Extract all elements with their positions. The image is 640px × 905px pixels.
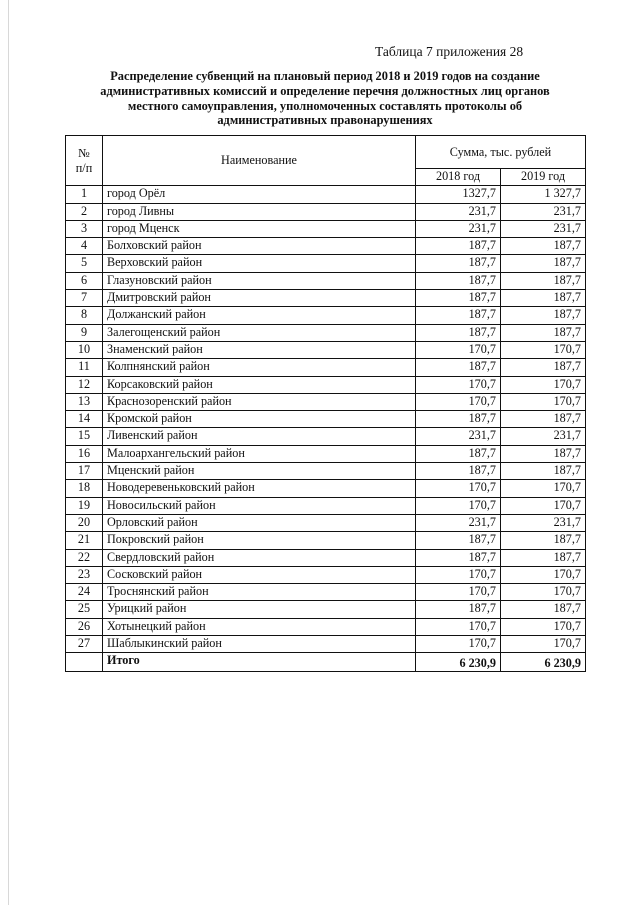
row-name: Покровский район xyxy=(103,532,416,549)
col-header-number-line2: п/п xyxy=(75,160,93,175)
table-row xyxy=(66,324,586,341)
row-number: 19 xyxy=(66,497,103,514)
row-2018: 170,7 xyxy=(416,584,501,601)
col-header-sum: Сумма, тыс. рублей xyxy=(416,136,586,169)
row-2018: 170,7 xyxy=(416,566,501,583)
row-2018: 187,7 xyxy=(416,238,501,255)
row-name: Свердловский район xyxy=(103,549,416,566)
row-name: Краснозоренский район xyxy=(103,393,416,410)
row-2019: 170,7 xyxy=(501,376,586,393)
table-row xyxy=(66,549,586,566)
row-2018: 231,7 xyxy=(416,514,501,531)
table-row xyxy=(66,601,586,618)
total-number-cell xyxy=(66,653,103,672)
table-row xyxy=(66,636,586,653)
row-2019: 231,7 xyxy=(501,220,586,237)
row-name: Новосильский район xyxy=(103,497,416,514)
table-row xyxy=(66,566,586,583)
col-header-2018: 2018 год xyxy=(416,169,501,186)
table-row xyxy=(66,255,586,272)
row-2018: 187,7 xyxy=(416,290,501,307)
row-name: Знаменский район xyxy=(103,341,416,358)
scan-edge-line xyxy=(8,0,9,905)
col-header-number xyxy=(66,136,103,186)
row-number: 17 xyxy=(66,463,103,480)
row-2019: 231,7 xyxy=(501,428,586,445)
row-2018: 187,7 xyxy=(416,359,501,376)
table-row xyxy=(66,445,586,462)
row-2018: 1327,7 xyxy=(416,186,501,203)
table-row xyxy=(66,497,586,514)
table-row xyxy=(66,238,586,255)
row-name: Орловский район xyxy=(103,514,416,531)
row-name: Шаблыкинский район xyxy=(103,636,416,653)
table-row xyxy=(66,376,586,393)
title-line: Распределение субвенций на плановый период 2018 и 2019 годов на создание xyxy=(110,69,540,83)
title-line: местного самоуправления, уполномоченных составлять протоколы об xyxy=(127,98,523,113)
row-number: 10 xyxy=(66,341,103,358)
row-name: Сосковский район xyxy=(103,566,416,583)
row-2018: 170,7 xyxy=(416,341,501,358)
table-row xyxy=(66,480,586,497)
table-body xyxy=(66,186,586,653)
row-number: 11 xyxy=(66,359,103,376)
row-number: 18 xyxy=(66,480,103,497)
row-2019: 170,7 xyxy=(501,497,586,514)
row-2018: 170,7 xyxy=(416,480,501,497)
row-name: город Орёл xyxy=(103,186,416,203)
table-row xyxy=(66,220,586,237)
table-row xyxy=(66,341,586,358)
row-name: Новодеревеньковский район xyxy=(103,480,416,497)
total-2019: 6 230,9 xyxy=(501,653,586,672)
row-2019: 231,7 xyxy=(501,514,586,531)
row-2019: 187,7 xyxy=(501,445,586,462)
row-2018: 187,7 xyxy=(416,307,501,324)
total-row xyxy=(66,653,586,672)
table-row xyxy=(66,186,586,203)
row-number: 14 xyxy=(66,411,103,428)
row-number: 8 xyxy=(66,307,103,324)
col-header-name: Наименование xyxy=(103,136,416,186)
subsidy-table xyxy=(65,135,586,672)
row-number: 5 xyxy=(66,255,103,272)
row-number: 25 xyxy=(66,601,103,618)
table-row xyxy=(66,393,586,410)
table-row xyxy=(66,463,586,480)
row-2018: 170,7 xyxy=(416,376,501,393)
row-2018: 187,7 xyxy=(416,272,501,289)
total-label: Итого xyxy=(103,653,416,672)
row-2018: 187,7 xyxy=(416,255,501,272)
row-name: город Ливны xyxy=(103,203,416,220)
row-2019: 170,7 xyxy=(501,480,586,497)
row-number: 1 xyxy=(66,186,103,203)
table-row xyxy=(66,203,586,220)
row-2019: 187,7 xyxy=(501,238,586,255)
row-name: Малоархангельский район xyxy=(103,445,416,462)
row-2019: 187,7 xyxy=(501,601,586,618)
row-2018: 187,7 xyxy=(416,549,501,566)
table-row xyxy=(66,618,586,635)
row-number: 13 xyxy=(66,393,103,410)
row-number: 26 xyxy=(66,618,103,635)
appendix-label: Таблица 7 приложения 28 xyxy=(375,44,524,59)
row-number: 6 xyxy=(66,272,103,289)
row-2019: 170,7 xyxy=(501,618,586,635)
row-name: Залегощенский район xyxy=(103,324,416,341)
row-2019: 187,7 xyxy=(501,532,586,549)
row-name: Ливенский район xyxy=(103,428,416,445)
table-row xyxy=(66,411,586,428)
row-number: 9 xyxy=(66,324,103,341)
row-2018: 187,7 xyxy=(416,463,501,480)
row-number: 24 xyxy=(66,584,103,601)
row-2019: 187,7 xyxy=(501,272,586,289)
row-2019: 170,7 xyxy=(501,566,586,583)
row-2019: 170,7 xyxy=(501,341,586,358)
row-number: 22 xyxy=(66,549,103,566)
row-2018: 231,7 xyxy=(416,428,501,445)
row-2019: 170,7 xyxy=(501,393,586,410)
row-2019: 1 327,7 xyxy=(501,186,586,203)
row-2019: 187,7 xyxy=(501,290,586,307)
row-2019: 187,7 xyxy=(501,463,586,480)
row-2019: 231,7 xyxy=(501,203,586,220)
row-number: 27 xyxy=(66,636,103,653)
row-number: 7 xyxy=(66,290,103,307)
col-header-number-line1: № xyxy=(78,145,90,160)
row-2018: 170,7 xyxy=(416,636,501,653)
table-row xyxy=(66,584,586,601)
row-number: 16 xyxy=(66,445,103,462)
table-row xyxy=(66,532,586,549)
table-row xyxy=(66,307,586,324)
title-line: административных правонарушениях xyxy=(217,113,433,128)
row-2019: 187,7 xyxy=(501,307,586,324)
table-row xyxy=(66,428,586,445)
row-2018: 187,7 xyxy=(416,601,501,618)
row-name: город Мценск xyxy=(103,220,416,237)
row-2019: 170,7 xyxy=(501,636,586,653)
table-header-row xyxy=(66,136,586,169)
document-title xyxy=(80,69,570,128)
row-name: Троснянский район xyxy=(103,584,416,601)
row-name: Болховский район xyxy=(103,238,416,255)
row-name: Дмитровский район xyxy=(103,290,416,307)
title-line: административных комиссий и определение перечня должностных лиц органов xyxy=(100,83,550,98)
row-2019: 187,7 xyxy=(501,549,586,566)
row-2018: 187,7 xyxy=(416,445,501,462)
row-2018: 170,7 xyxy=(416,497,501,514)
row-2019: 170,7 xyxy=(501,584,586,601)
row-name: Хотынецкий район xyxy=(103,618,416,635)
row-2018: 231,7 xyxy=(416,220,501,237)
row-2019: 187,7 xyxy=(501,255,586,272)
row-name: Мценский район xyxy=(103,463,416,480)
table-row xyxy=(66,514,586,531)
row-number: 12 xyxy=(66,376,103,393)
row-number: 15 xyxy=(66,428,103,445)
row-name: Верховский район xyxy=(103,255,416,272)
table-row xyxy=(66,272,586,289)
row-number: 2 xyxy=(66,203,103,220)
row-2019: 187,7 xyxy=(501,411,586,428)
col-header-2019: 2019 год xyxy=(501,169,586,186)
row-2018: 187,7 xyxy=(416,411,501,428)
row-name: Глазуновский район xyxy=(103,272,416,289)
row-2018: 187,7 xyxy=(416,532,501,549)
row-2018: 170,7 xyxy=(416,393,501,410)
row-2018: 170,7 xyxy=(416,618,501,635)
row-name: Колпнянский район xyxy=(103,359,416,376)
row-number: 4 xyxy=(66,238,103,255)
row-number: 20 xyxy=(66,514,103,531)
row-2018: 187,7 xyxy=(416,324,501,341)
row-number: 23 xyxy=(66,566,103,583)
table-row xyxy=(66,359,586,376)
row-name: Корсаковский район xyxy=(103,376,416,393)
row-name: Кромской район xyxy=(103,411,416,428)
table-row xyxy=(66,290,586,307)
row-name: Урицкий район xyxy=(103,601,416,618)
row-2019: 187,7 xyxy=(501,359,586,376)
row-2018: 231,7 xyxy=(416,203,501,220)
row-number: 3 xyxy=(66,220,103,237)
row-name: Должанский район xyxy=(103,307,416,324)
row-2019: 187,7 xyxy=(501,324,586,341)
row-number: 21 xyxy=(66,532,103,549)
total-2018: 6 230,9 xyxy=(416,653,501,672)
